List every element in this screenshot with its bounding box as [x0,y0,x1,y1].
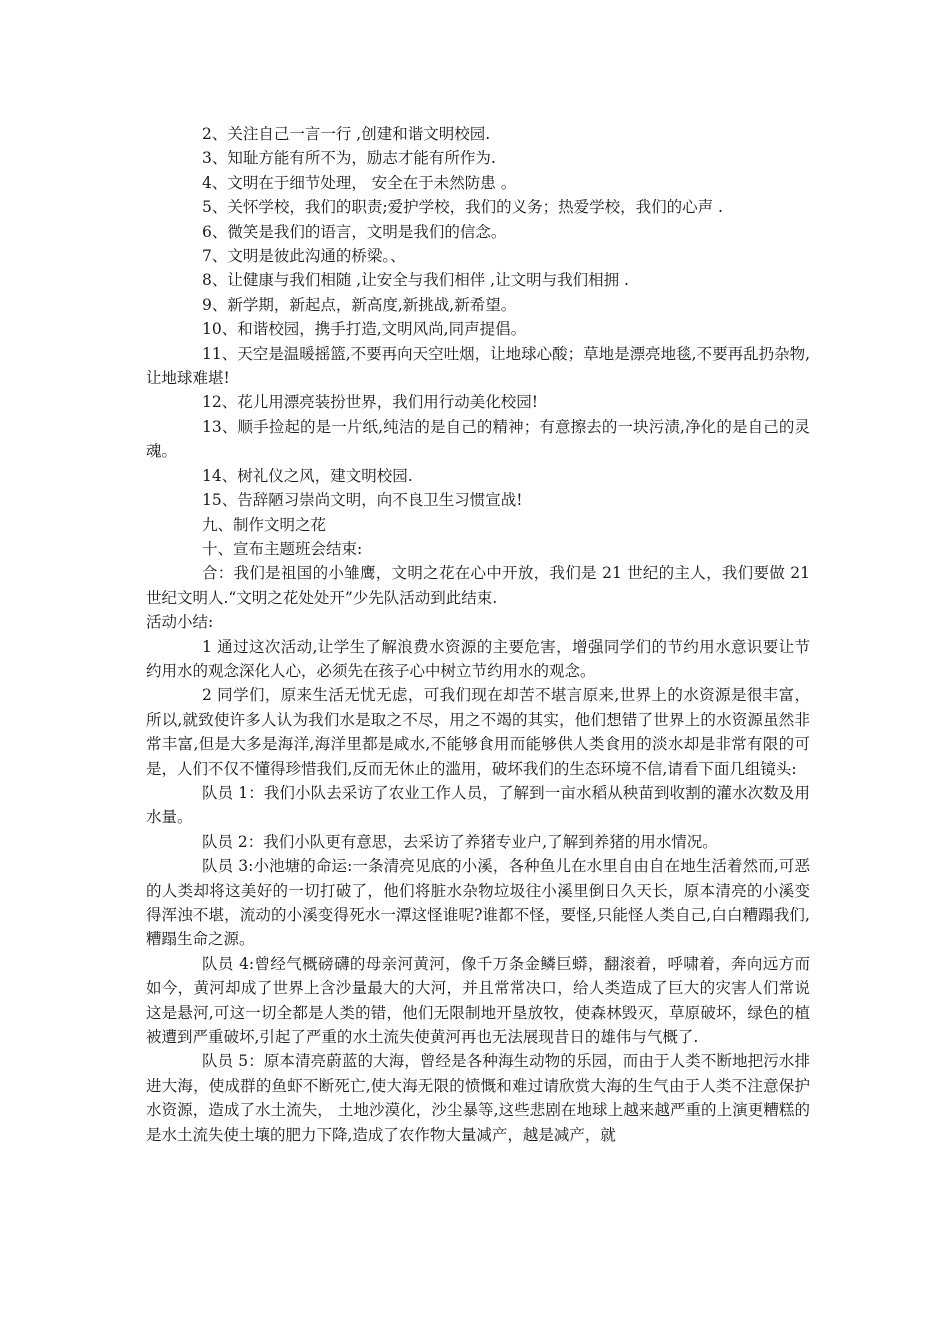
section-heading: 九、制作文明之花 [202,515,327,534]
paragraph: 队员 3:小池塘的命运:一条清亮见底的小溪，各种鱼儿在水里自由自在地生活着然而,可恶的人类却将这美好的一切打破了，他们将脏水杂物垃圾往小溪里倒日久天长，原本清亮的小溪变得浑浊不堪，流动的小溪变得死水一潭这怪谁呢?谁都不怪，要怪,只能怪人类自己,白白糟蹋我们,糟蹋生命之源。 [146,857,810,949]
paragraph: 6、微笑是我们的语言，文明是我们的信念。 [202,222,507,241]
paragraph: 4、文明在于细节处理， 安全在于未然防患 。 [202,173,517,192]
summary-heading: 活动小结: [146,613,214,632]
paragraph: 11、天空是温暖摇篮,不要再向天空吐烟，让地球心酸；草地是漂亮地毯,不要再乱扔杂物,让地球难堪! [146,344,811,388]
paragraph: 5、关怀学校，我们的职责;爱护学校，我们的义务；热爱学校，我们的心声 . [202,198,723,217]
paragraph: 1 通过这次活动,让学生了解浪费水资源的主要危害，增强同学们的节约用水意识要让节约用水的观念深化人心，必须先在孩子心中树立节约用水的观念。 [146,637,810,680]
paragraph: 合：我们是祖国的小雏鹰，文明之花在心中开放，我们是 21 世纪的主人，我们要做 21 世纪文明人.“文明之花处处开”少先队活动到此结束. [146,564,810,607]
paragraph: 队员 5：原本清亮蔚蓝的大海，曾经是各种海生动物的乐园，而由于人类不断地把污水排进大海，使成群的鱼虾不断死亡,使大海无限的愤慨和难过请欣赏大海的生气由于人类不注意保护水资源，造成了水土流失， 土地沙漠化，沙尘暴等,这些悲剧在地球上越来越严重的上演更糟糕的是水土流失使土壤的肥力下降,造成了农作物大量减产，越是减产，就 [146,1052,810,1144]
paragraph: 2 同学们，原来生活无忧无虑，可我们现在却苦不堪言原来,世界上的水资源是很丰富，所以,就致使许多人认为我们水是取之不尽，用之不竭的其实，他们想错了世界上的水资源虽然非常丰富,但是大多是海洋,海洋里都是咸水,不能够食用而能够供人类食用的淡水却是非常有限的可是，人们不仅不懂得珍惜我们,反而无休止的滥用，破坏我们的生态环境不信,请看下面几组镜头: [146,686,810,778]
paragraph: 10、和谐校园，携手打造,文明风尚,同声提倡。 [202,320,527,339]
paragraph: 13、顺手捡起的是一片纸,纯洁的是自己的精神；有意擦去的一块污渍,净化的是自己的灵魂。 [146,417,810,461]
paragraph: 3、知耻方能有所不为，励志才能有所作为. [202,149,496,168]
paragraph: 队员 2：我们小队更有意思，去采访了养猪专业户,了解到养猪的用水情况。 [202,832,718,851]
paragraph: 2、关注自己一言一行 ,创建和谐文明校园. [202,125,491,143]
paragraph: 15、告辞陋习崇尚文明，向不良卫生习惯宣战! [202,491,523,510]
section-heading: 十、宣布主题班会结束: [202,539,363,558]
paragraph: 14、树礼仪之风，建文明校园. [202,466,413,485]
paragraph: 8、让健康与我们相随 ,让安全与我们相伴 ,让文明与我们相拥 . [202,271,629,290]
paragraph: 9、新学期，新起点，新高度,新挑战,新希望。 [202,295,517,314]
paragraph: 队员 4:曾经气概磅礴的母亲河黄河，像千万条金鳞巨蟒，翻滚着，呼啸着，奔向远方而如今，黄河却成了世界上含沙量最大的大河，并且常常决口，给人类造成了巨大的灾害人们常说这是悬河,可这一切全都是人类的错，他们无限制地开垦放牧，使森林毁灭，草原破坏，绿色的植被遭到严重破坏,引起了严重的水土流失使黄河再也无法展现昔日的雄伟与气概了. [146,954,810,1047]
document-body [146,122,810,1147]
paragraph: 7、文明是彼此沟通的桥梁。、 [202,247,406,266]
paragraph: 12、花儿用漂亮装扮世界，我们用行动美化校园! [202,393,538,412]
paragraph: 队员 1：我们小队去采访了农业工作人员，了解到一亩水稻从秧苗到收割的灌水次数及用水量。 [146,783,810,827]
